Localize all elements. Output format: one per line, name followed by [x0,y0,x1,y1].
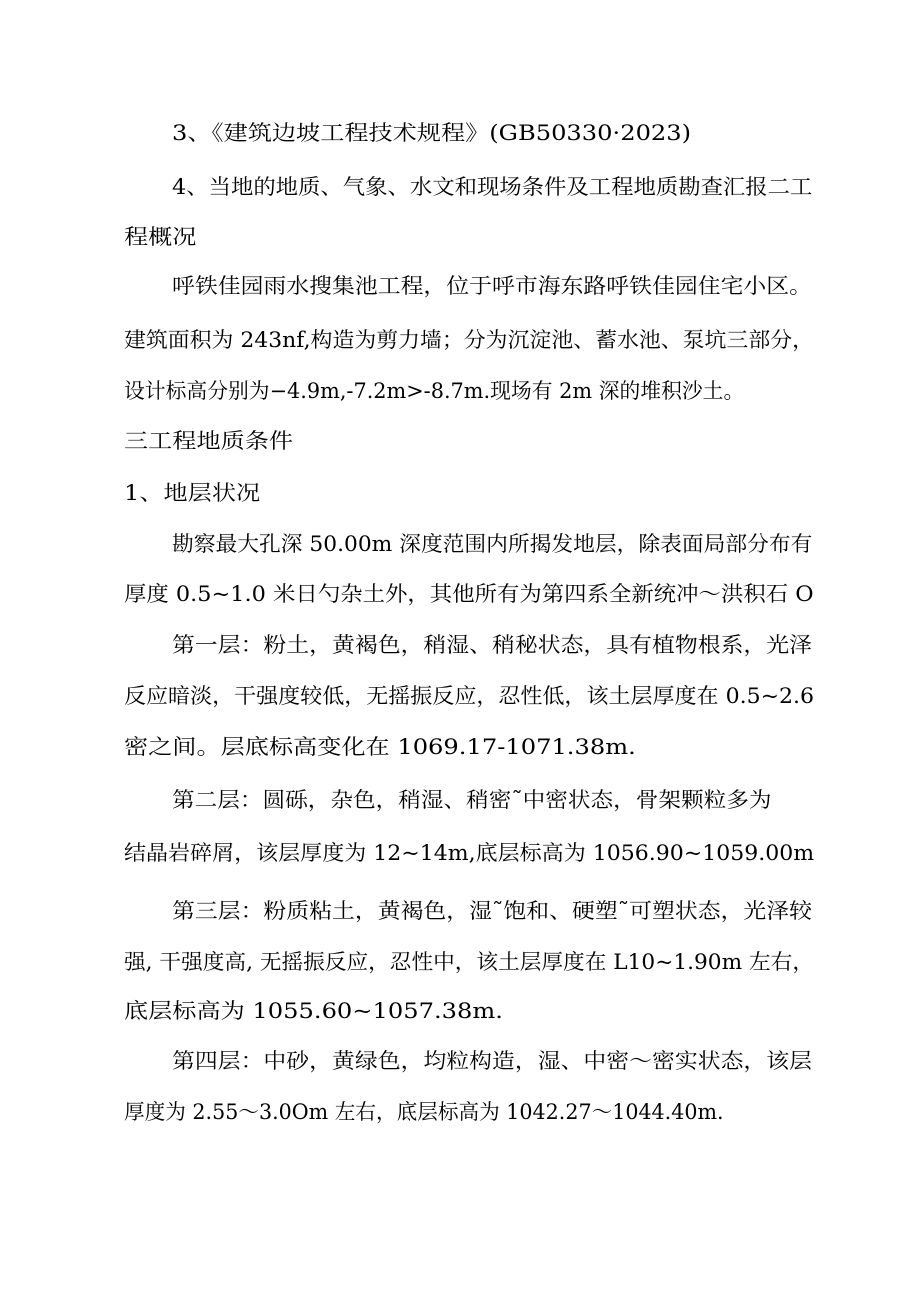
layer-3-paragraph-line-3: 底层标高为 1055.60~1057.38m. [124,999,503,1023]
layer-2-paragraph-line-1: 第二层：圆砾，杂色，稍湿、稍密˜中密状态，骨架颗粒多为 [172,788,772,812]
layer-1-paragraph-line-1: 第一层：粉土，黄褐色，稍湿、稍秘状态，具有植物根系，光泽 [172,633,812,657]
layer-4-paragraph-line-2: 厚度为 2.55～3.0Om 左右，底层标高为 1042.27～1044.40m. [124,1100,724,1124]
layer-1-paragraph-line-3: 密之间。层底标高变化在 1069.17-1071.38m. [124,735,636,759]
reference-item-4-line-1: 4、当地的地质、气象、水文和现场条件及工程地质勘查汇报二工 [172,175,813,199]
overview-paragraph-line-3: 设计标高分别为−4.9m,-7.2m>-8.7m.现场有 2m 深的堆积沙土。 [124,379,745,403]
layer-3-paragraph-line-2: 强, 干强度高, 无摇振反应，忍性中，该土层厚度在 L10~1.90m 左右， [124,950,814,974]
layer-3-paragraph-line-1: 第三层：粉质粘土，黄褐色，湿˜饱和、硬塑˜可塑状态，光泽较 [172,899,812,923]
survey-paragraph-line-2: 厚度 0.5~1.0 米日勺杂土外，其他所有为第四系全新统冲～洪积石 O [124,582,814,606]
reference-item-3: 3、《建筑边坡工程技术规程》(GB50330·2023) [172,121,692,145]
subsection-heading-strata: 1、地层状况 [124,481,261,505]
survey-paragraph-line-1: 勘察最大孔深 50.00m 深度范围内所揭发地层，除表面局部分布有 [172,532,813,556]
layer-4-paragraph-line-1: 第四层：中砂，黄绿色，均粒构造，湿、中密～密实状态，该层 [172,1049,812,1073]
overview-paragraph-line-1: 呼铁佳园雨水搜集池工程，位于呼市海东路呼铁佳园住宅小区。 [172,274,812,298]
section-heading-geology: 三工程地质条件 [124,429,294,453]
layer-1-paragraph-line-2: 反应暗淡，干强度较低，无摇振反应，忍性低，该土层厚度在 0.5~2.6 [124,684,815,708]
overview-paragraph-line-2: 建筑面积为 243nf,构造为剪力墙；分为沉淀池、蓄水池、泵坑三部分， [124,328,814,352]
layer-2-paragraph-line-2: 结晶岩碎屑，该层厚度为 12~14m,底层标高为 1056.90~1059.00m [124,841,815,865]
reference-item-4-line-2: 程概况 [124,225,197,249]
